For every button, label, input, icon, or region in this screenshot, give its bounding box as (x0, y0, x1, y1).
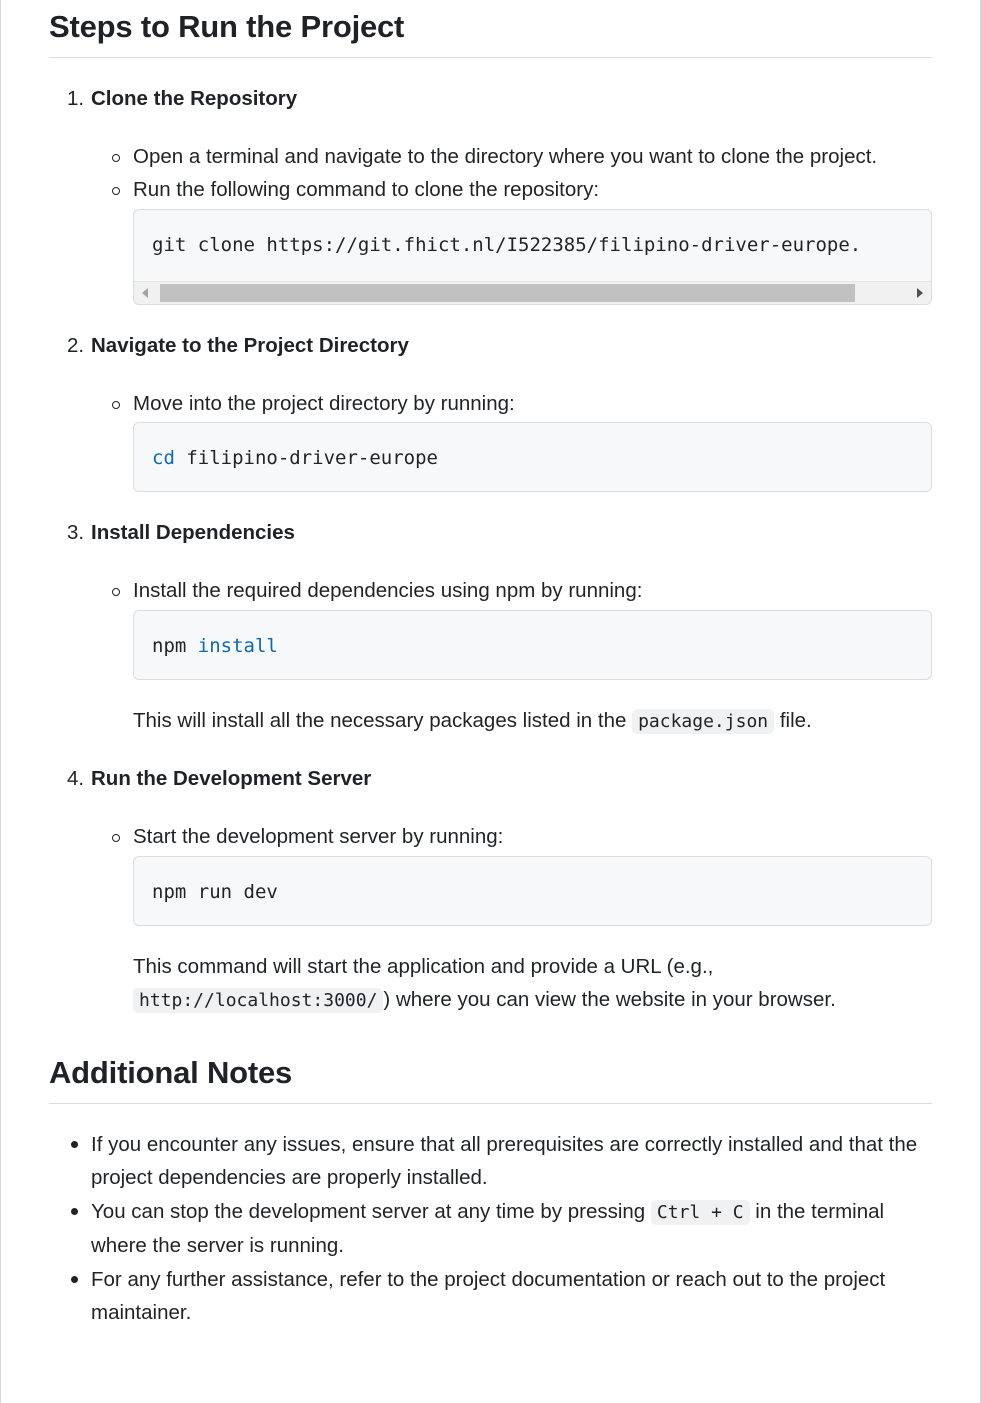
step-4 (67, 762, 932, 1018)
step-title: Run the Development Server (91, 767, 372, 791)
code-block-clone[interactable] (133, 209, 932, 305)
step-3 (67, 516, 932, 738)
code-block-dev[interactable] (133, 856, 932, 926)
left-border (0, 0, 1, 1403)
list-item: Run the following command to clone the repository: (133, 173, 932, 207)
inline-code-package-json: package.json (632, 709, 774, 734)
code-line (152, 232, 861, 258)
steps-heading: Steps to Run the Project (49, 0, 932, 58)
list-item: Open a terminal and navigate to the directory where you want to clone the project. (133, 140, 932, 174)
step-4-note (133, 950, 932, 1018)
horizontal-scrollbar[interactable] (134, 281, 931, 304)
code-command: npm (152, 634, 198, 657)
step-1-bullets (91, 140, 932, 207)
list-item: Install the required dependencies using npm by running: (133, 574, 932, 608)
note-text: This command will start the application and provide a URL (e.g., (133, 954, 714, 978)
note-text: file. (774, 708, 812, 732)
steps-list (49, 82, 932, 1018)
notes-list (49, 1128, 932, 1330)
step-2 (67, 329, 932, 493)
step-number: 1. (67, 86, 85, 110)
step-3-note (133, 704, 932, 739)
step-title: Navigate to the Project Directory (91, 333, 409, 357)
step-4-bullets (91, 820, 932, 854)
scrollbar-thumb[interactable] (160, 284, 855, 302)
code-block-cd[interactable] (133, 422, 932, 492)
step-1 (67, 82, 932, 305)
scroll-right-arrow-icon[interactable] (917, 288, 923, 298)
list-item (91, 1195, 932, 1263)
step-3-bullets (91, 574, 932, 608)
list-item: Start the development server by running: (133, 820, 932, 854)
scroll-left-arrow-icon[interactable] (142, 288, 148, 298)
code-line (152, 445, 438, 471)
inline-code-localhost: http://localhost:3000/ (133, 988, 383, 1013)
notes-heading: Additional Notes (49, 1054, 932, 1104)
code-command: git clone (152, 233, 255, 256)
note-text: ) where you can view the website in your browser. (383, 988, 836, 1012)
step-number: 2. (67, 333, 85, 357)
code-command: npm run dev (152, 880, 278, 903)
note-text: You can stop the development server at any time by pressing (91, 1199, 651, 1223)
step-number: 3. (67, 521, 85, 545)
markdown-body (49, 0, 932, 1330)
step-2-bullets (91, 387, 932, 421)
list-item: Move into the project directory by running: (133, 387, 932, 421)
code-args: filipino-driver-europe (174, 447, 438, 470)
step-title: Clone the Repository (91, 86, 298, 110)
code-args: https://git.fhict.nl/I522385/filipino-driver-europe. (254, 233, 862, 256)
code-line (152, 879, 278, 905)
code-line (152, 633, 278, 659)
code-block-install[interactable] (133, 610, 932, 680)
step-title: Install Dependencies (91, 521, 295, 545)
list-item: If you encounter any issues, ensure that all prerequisites are correctly installed and that the project dependencies are properly installed. (91, 1128, 932, 1195)
note-text: in the terminal where the server is running. (91, 1199, 885, 1257)
step-number: 4. (67, 767, 85, 791)
inline-code-ctrl-c: Ctrl + C (651, 1200, 750, 1225)
code-command: cd (152, 447, 175, 470)
note-text: This will install all the necessary packages listed in the (133, 708, 633, 732)
code-keyword: install (197, 634, 278, 657)
list-item: For any further assistance, refer to the project documentation or reach out to the project maintainer. (91, 1263, 932, 1330)
